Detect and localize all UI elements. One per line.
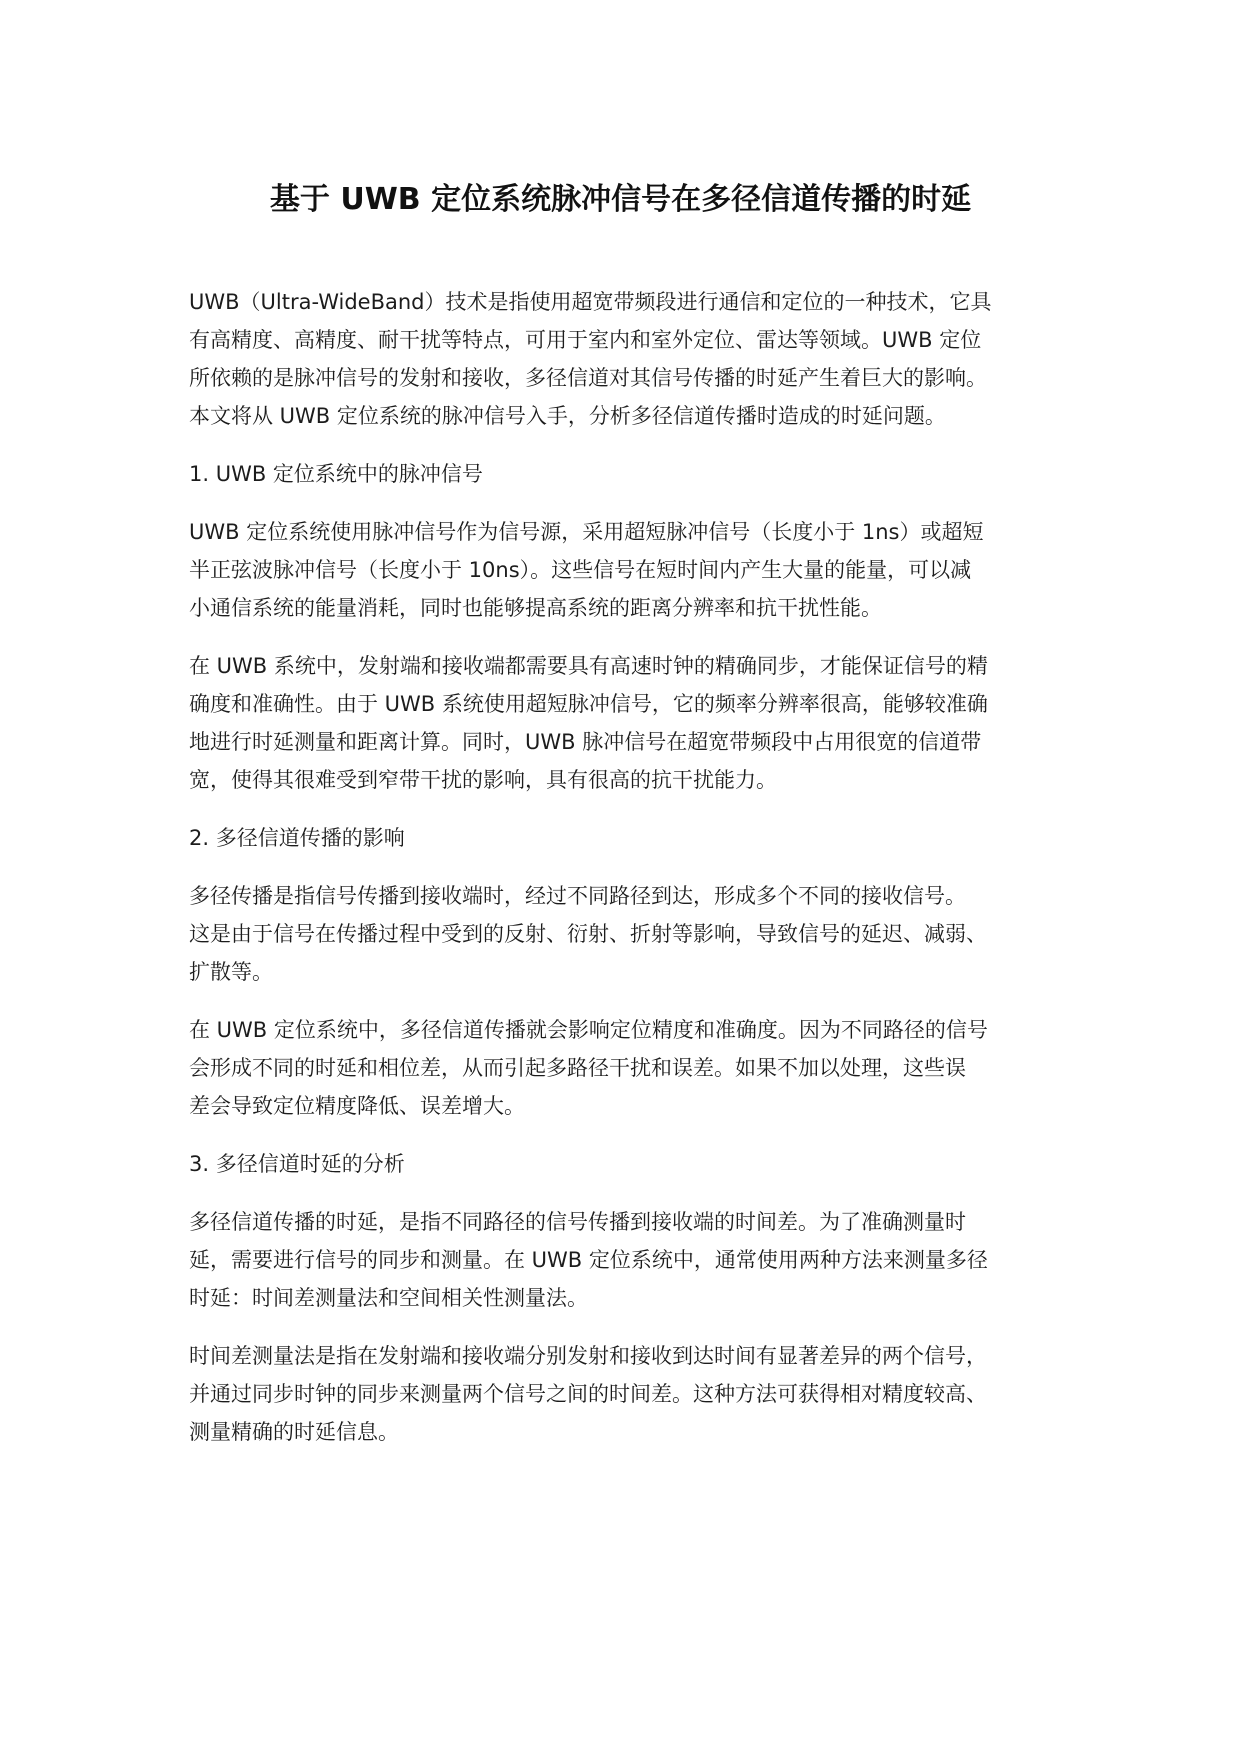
- text-line: 这是由于信号在传播过程中受到的反射、衍射、折射等影响，导致信号的延迟、减弱、: [189, 922, 987, 946]
- text-line: 会形成不同的时延和相位差，从而引起多路径干扰和误差。如果不加以处理，这些误: [189, 1056, 966, 1080]
- text-line: 测量精确的时延信息。: [189, 1420, 399, 1444]
- text-line: 并通过同步时钟的同步来测量两个信号之间的时间差。这种方法可获得相对精度较高、: [189, 1382, 987, 1406]
- section3-paragraph-1: [189, 1203, 1079, 1317]
- text-line: 所依赖的是脉冲信号的发射和接收，多径信道对其信号传播的时延产生着巨大的影响。: [189, 366, 987, 390]
- document-title: 基于 UWB 定位系统脉冲信号在多径信道传播的时延: [269, 182, 972, 217]
- document-body: [189, 283, 1079, 1471]
- text-line: 差会导致定位精度降低、误差增大。: [189, 1094, 525, 1118]
- text-line: 有高精度、高精度、耐干扰等特点，可用于室内和室外定位、雷达等领域。UWB 定位: [189, 328, 982, 352]
- section-heading-3: 3. 多径信道时延的分析: [189, 1152, 405, 1176]
- text-line: 时延：时间差测量法和空间相关性测量法。: [189, 1286, 588, 1310]
- intro-paragraph: [189, 283, 1079, 435]
- text-line: 宽，使得其很难受到窄带干扰的影响，具有很高的抗干扰能力。: [189, 768, 777, 792]
- section2-paragraph-1: [189, 877, 1079, 991]
- text-line: 确度和准确性。由于 UWB 系统使用超短脉冲信号，它的频率分辨率很高，能够较准确: [189, 692, 988, 716]
- section-heading-2: 2. 多径信道传播的影响: [189, 826, 405, 850]
- text-line: 时间差测量法是指在发射端和接收端分别发射和接收到达时间有显著差异的两个信号，: [189, 1344, 987, 1368]
- section1-paragraph-2: [189, 647, 1079, 799]
- text-line: 半正弦波脉冲信号（长度小于 10ns）。这些信号在短时间内产生大量的能量，可以减: [189, 558, 972, 582]
- text-line: 在 UWB 定位系统中，多径信道传播就会影响定位精度和准确度。因为不同路径的信号: [189, 1018, 988, 1042]
- text-line: 地进行时延测量和距离计算。同时，UWB 脉冲信号在超宽带频段中占用很宽的信道带: [189, 730, 982, 754]
- section2-paragraph-2: [189, 1011, 1079, 1125]
- text-line: UWB（Ultra-WideBand）技术是指使用超宽带频段进行通信和定位的一种技术，它具: [189, 290, 992, 314]
- text-line: UWB 定位系统使用脉冲信号作为信号源，采用超短脉冲信号（长度小于 1ns）或超短: [189, 520, 984, 544]
- section3-paragraph-2: [189, 1337, 1079, 1451]
- text-line: 扩散等。: [189, 960, 273, 984]
- text-line: 多径传播是指信号传播到接收端时，经过不同路径到达，形成多个不同的接收信号。: [189, 884, 966, 908]
- section1-paragraph-1: [189, 513, 1079, 627]
- text-line: 本文将从 UWB 定位系统的脉冲信号入手，分析多径信道传播时造成的时延问题。: [189, 404, 946, 428]
- text-line: 小通信系统的能量消耗，同时也能够提高系统的距离分辨率和抗干扰性能。: [189, 596, 882, 620]
- section-heading-1: 1. UWB 定位系统中的脉冲信号: [189, 462, 483, 486]
- text-line: 延，需要进行信号的同步和测量。在 UWB 定位系统中，通常使用两种方法来测量多径: [189, 1248, 988, 1272]
- text-line: 多径信道传播的时延，是指不同路径的信号传播到接收端的时间差。为了准确测量时: [189, 1210, 966, 1234]
- text-line: 在 UWB 系统中，发射端和接收端都需要具有高速时钟的精确同步，才能保证信号的精: [189, 654, 988, 678]
